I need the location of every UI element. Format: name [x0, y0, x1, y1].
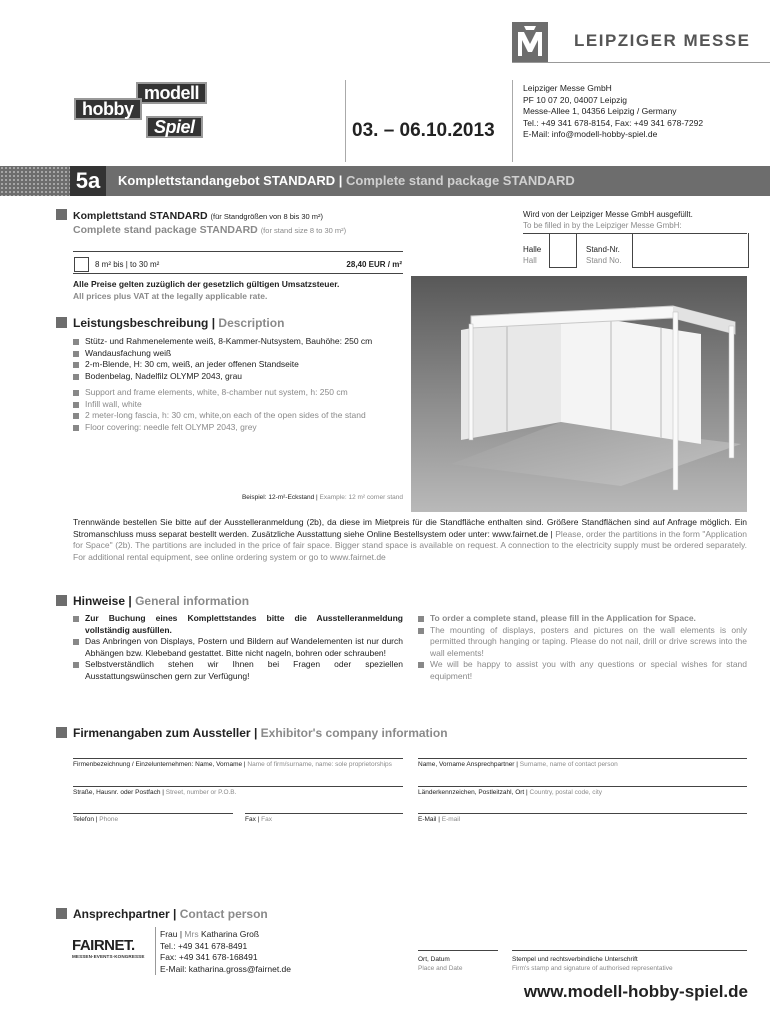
office-note-de: Wird von der Leipziger Messe GmbH ausgefüllt.: [523, 210, 693, 219]
address-line: E-Mail: info@modell-hobby-spiel.de: [523, 129, 658, 139]
signature-field[interactable]: [512, 950, 747, 951]
heading-sep: |: [173, 907, 177, 921]
header-divider-left: [345, 80, 346, 162]
company-name-field[interactable]: [73, 758, 403, 759]
address-line: PF 10 07 20, 04007 Leipzig: [523, 94, 627, 105]
list-item: Wandausfachung weiß: [73, 348, 403, 360]
messe-header-rule: [512, 62, 770, 63]
section-square-icon: [56, 317, 67, 328]
company-heading: [56, 726, 448, 740]
contact-heading: [56, 907, 268, 921]
list-item: 2-m-Blende, H: 30 cm, weiß, an jeder offenen Standseite: [73, 359, 403, 371]
vat-note: [73, 279, 339, 302]
list-item: Floor covering: needle felt OLYMP 2043, grey: [73, 422, 403, 434]
list-item: Selbstverständlich stehen wir Ihnen bei Fragen oder speziellen Ausstattungswünschen gern zur Verfügung!: [73, 659, 403, 682]
list-item: Zur Buchung eines Komplettstandes bitte die Ausstelleranmeldung vollständig ausfüllen.: [73, 613, 403, 636]
messe-logo-icon: [512, 22, 548, 62]
description-list-en: [73, 387, 403, 433]
company-name-label: Firmenbezeichnung / Einzelunternehmen: Name, Vorname | Name of firm/surname, name: sole proprietorships: [73, 761, 392, 768]
footer-url[interactable]: www.modell-hobby-spiel.de: [523, 982, 748, 1001]
form-title: [118, 166, 575, 196]
form-title-sep: |: [338, 173, 343, 188]
form-title-en: Complete stand package STANDARD: [346, 173, 575, 188]
heading-sep: |: [128, 594, 132, 608]
contact-title-de: Ansprechpartner: [73, 907, 170, 921]
heading-sep: |: [211, 316, 216, 330]
hall-label: [523, 244, 541, 266]
address-line: Messe-Allee 1, 04356 Leipzig / Germany: [523, 106, 677, 116]
hall-field[interactable]: [549, 233, 577, 268]
hall-label-de: Halle: [523, 245, 542, 254]
section-square-icon: [56, 727, 67, 738]
hints-heading: [56, 594, 249, 608]
form-bar: [0, 166, 770, 196]
contact-fax: Fax: +49 341 678-168491: [160, 952, 258, 962]
hints-title-en: General information: [135, 594, 250, 608]
address-line: Leipziger Messe GmbH: [523, 83, 612, 93]
office-note-en: To be filled in by the Leipziger Messe GmbH:: [523, 221, 682, 230]
office-note: [523, 209, 693, 231]
fairnet-logo-sub: MESSEN·EVENTS·KONGRESSE: [72, 954, 145, 959]
partitions-text-en: Please, order the partitions in the form "Application for Space" (2b). The partitions are included in the price of fair space. Bigger stand space is available on request. A connection to the electricity supply must be ordered separately. For additional rental equipment, see online ordering system or go to www.fairnet.de: [73, 528, 747, 562]
phone-field[interactable]: [73, 813, 233, 814]
contact-tel: Tel.: +49 341 678-8491: [160, 940, 248, 951]
list-item: We will be happy to assist you with any questions or special wishes for stand equipment!: [418, 659, 747, 682]
messe-name: LEIPZIGER MESSE: [574, 31, 751, 50]
contact-name-field[interactable]: [418, 758, 747, 759]
company-title-en: Exhibitor's company information: [260, 726, 448, 740]
fax-label: Fax | Fax: [245, 816, 272, 823]
contact-name-label: Name, Vorname Ansprechpartner | Surname, name of contact person: [418, 761, 618, 768]
hints-list-en: [418, 613, 747, 682]
company-title-de: Firmenangaben zum Aussteller: [73, 726, 251, 740]
section-square-icon: [56, 595, 67, 606]
country-city-field[interactable]: [418, 786, 747, 787]
form-number: 5a: [70, 166, 106, 196]
contact-title-en: Contact person: [179, 907, 268, 921]
heading-sep: |: [253, 726, 258, 740]
stand-illustration: [411, 276, 747, 512]
phone-label: Telefon | Phone: [73, 816, 119, 823]
stand-label: [586, 244, 622, 266]
fairnet-logo: [72, 938, 152, 959]
place-date-field[interactable]: [418, 950, 498, 951]
description-heading: [56, 316, 284, 330]
package-price: 28,40 EUR / m²: [346, 260, 402, 269]
description-title-en: Description: [218, 316, 285, 330]
section-square-icon: [56, 209, 67, 220]
event-date: 03. – 06.10.2013: [352, 120, 495, 141]
package-size-sep: |: [125, 260, 128, 269]
signature-label: Stempel und rechtsverbindliche Unterschrift Firm's stamp and signature of authorised representative: [512, 956, 673, 972]
vat-note-de: Alle Preise gelten zuzüglich der gesetzlich gültigen Umsatzsteuer.: [73, 279, 340, 289]
modell-hobby-spiel-logo: [74, 82, 244, 142]
contact-name: Frau | Mrs Katharina Groß: [160, 929, 260, 939]
stand-caption-en: Example: 12 m² corner stand: [319, 494, 403, 501]
list-item: Support and frame elements, white, 8-chamber nut system, h: 250 cm: [73, 387, 403, 399]
street-label: Straße, Hausnr. oder Postfach | Street, number or P.O.B.: [73, 789, 237, 796]
email-field[interactable]: [418, 813, 747, 814]
description-title-de: Leistungsbeschreibung: [73, 316, 209, 330]
list-item: Bodenbelag, Nadelfilz OLYMP 2043, grau: [73, 371, 403, 383]
stand-caption-de: Beispiel: 12-m²-Eckstand: [241, 494, 315, 501]
organizer-address: [523, 83, 703, 141]
hall-label-en: Hall: [523, 256, 537, 265]
package-section: [56, 209, 406, 236]
hints-list-de: [73, 613, 403, 682]
heading-sep: |: [316, 494, 318, 501]
description-list-de: [73, 336, 403, 382]
package-title-en: Complete stand package STANDARD: [73, 224, 258, 236]
place-date-label: Ort, Datum Place and Date: [418, 956, 463, 972]
contact-email: E-Mail: katharina.gross@fairnet.de: [160, 963, 291, 974]
form-bar-dots: [0, 166, 70, 196]
package-note-de: (für Standgrößen von 8 bis 30 m²): [210, 212, 324, 221]
stand-label-de: Stand-Nr.: [586, 245, 620, 254]
list-item: To order a complete stand, please fill in the Application for Space.: [418, 613, 747, 625]
list-item: Stütz- und Rahmenelemente weiß, 8-Kammer-Nutsystem, Bauhöhe: 250 cm: [73, 336, 403, 348]
package-rule-bottom: [73, 273, 403, 274]
country-city-label: Länderkennzeichen, Postleitzahl, Ort | Country, postal code, city: [418, 789, 603, 796]
package-size-en: to 30 m²: [130, 260, 160, 269]
list-item: Infill wall, white: [73, 399, 403, 411]
email-label: E-Mail | E-mail: [418, 816, 461, 823]
package-title-de: Komplettstand STANDARD: [73, 210, 208, 222]
contact-divider: [155, 927, 156, 975]
section-square-icon: [56, 908, 67, 919]
vat-note-en: All prices plus VAT at the legally applicable rate.: [73, 290, 268, 301]
list-item: The mounting of displays, posters and pictures on the wall elements is only permitted through hanging or taping. Please do not nail, drill or drive screws into the wall elements!: [418, 625, 747, 660]
stand-label-en: Stand No.: [586, 256, 622, 265]
form-title-de: Komplettstandangebot STANDARD: [118, 173, 336, 188]
stand-caption: [200, 494, 403, 501]
package-checkbox[interactable]: [74, 257, 89, 272]
package-size-de: 8 m² bis: [95, 260, 124, 269]
logo-line-hobby: hobby: [74, 98, 142, 120]
package-note-en: (for stand size 8 to 30 m²): [260, 226, 347, 235]
package-size-row: [95, 260, 159, 269]
package-rule-top: [73, 251, 403, 252]
partitions-text-de: Trennwände bestellen Sie bitte auf der Ausstelleranmeldung (2b), da diese im Mietpreis für die Standfläche enthalten sind. Größere Standflächen sind auf Anfrage möglich. Ein Stromanschluss muss separat bestellt werden. Zusätzliche Ausstattung siehe Online Bestellsystem oder unter: www.fairnet.de: [73, 517, 747, 539]
street-field[interactable]: [73, 786, 403, 787]
partitions-text: [73, 517, 747, 563]
messe-header: [512, 22, 770, 62]
address-line: Tel.: +49 341 678-8154, Fax: +49 341 678-7292: [523, 117, 704, 128]
list-item: Das Anbringen von Displays, Postern und Bildern auf Wandelementen ist nur durch Abhängen bzw. Klebeband gestattet. Bitte nicht nageln, bohren oder schrauben!: [73, 636, 403, 659]
heading-sep: |: [550, 528, 553, 539]
logo-line-spiel: Spiel: [146, 116, 203, 138]
list-item: 2 meter-long fascia, h: 30 cm, white,on each of the open sides of the stand: [73, 410, 403, 422]
fax-field[interactable]: [245, 813, 403, 814]
header-divider-right: [512, 80, 513, 162]
logo-line-modell: modell: [136, 82, 207, 104]
fairnet-logo-text: FAIRNET.: [72, 937, 135, 954]
stand-number-field[interactable]: [632, 233, 749, 268]
hints-title-de: Hinweise: [73, 594, 126, 608]
contact-details: [160, 929, 291, 975]
